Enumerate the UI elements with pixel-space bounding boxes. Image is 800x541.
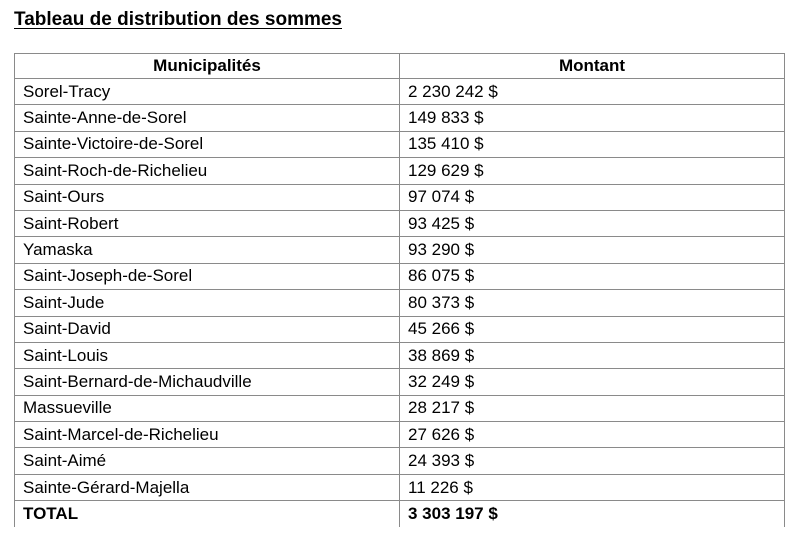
table-row [15, 79, 785, 105]
amount-cell: 24 393 $ [400, 448, 785, 474]
table-row [15, 158, 785, 184]
municipality-cell: Sorel-Tracy [15, 79, 400, 105]
amount-cell: 2 230 242 $ [400, 79, 785, 105]
amount-cell: 97 074 $ [400, 184, 785, 210]
municipality-cell: Saint-Roch-de-Richelieu [15, 158, 400, 184]
amount-cell: 129 629 $ [400, 158, 785, 184]
municipality-cell: Sainte-Anne-de-Sorel [15, 105, 400, 131]
table-row [15, 448, 785, 474]
table-row [15, 474, 785, 500]
column-header-montant: Montant [400, 54, 785, 79]
municipality-cell: Saint-David [15, 316, 400, 342]
amount-cell: 93 425 $ [400, 210, 785, 236]
table-row [15, 131, 785, 157]
table-row [15, 395, 785, 421]
amount-cell: 93 290 $ [400, 237, 785, 263]
amount-cell: 149 833 $ [400, 105, 785, 131]
table-row [15, 237, 785, 263]
total-row [15, 501, 785, 527]
amount-cell: 27 626 $ [400, 422, 785, 448]
amount-cell: 86 075 $ [400, 263, 785, 289]
municipality-cell: Saint-Marcel-de-Richelieu [15, 422, 400, 448]
amount-cell: 32 249 $ [400, 369, 785, 395]
amount-cell: 135 410 $ [400, 131, 785, 157]
municipality-cell: Saint-Aimé [15, 448, 400, 474]
municipality-cell: Yamaska [15, 237, 400, 263]
municipality-cell: Saint-Bernard-de-Michaudville [15, 369, 400, 395]
table-row [15, 263, 785, 289]
amount-cell: 11 226 $ [400, 474, 785, 500]
distribution-table [14, 53, 785, 527]
municipality-cell: Saint-Robert [15, 210, 400, 236]
municipality-cell: Saint-Ours [15, 184, 400, 210]
municipality-cell: Sainte-Gérard-Majella [15, 474, 400, 500]
municipality-cell: Saint-Jude [15, 290, 400, 316]
municipality-cell: Saint-Louis [15, 342, 400, 368]
amount-cell: 80 373 $ [400, 290, 785, 316]
table-header-row [15, 54, 785, 79]
municipality-cell: Saint-Joseph-de-Sorel [15, 263, 400, 289]
table-row [15, 316, 785, 342]
municipality-cell: Sainte-Victoire-de-Sorel [15, 131, 400, 157]
total-amount: 3 303 197 $ [400, 501, 785, 527]
table-row [15, 369, 785, 395]
amount-cell: 38 869 $ [400, 342, 785, 368]
municipality-cell: Massueville [15, 395, 400, 421]
table-row [15, 422, 785, 448]
table-row [15, 342, 785, 368]
document-title: Tableau de distribution des sommes [14, 9, 342, 30]
amount-cell: 45 266 $ [400, 316, 785, 342]
column-header-municipalites: Municipalités [15, 54, 400, 79]
total-label: TOTAL [15, 501, 400, 527]
amount-cell: 28 217 $ [400, 395, 785, 421]
table-row [15, 210, 785, 236]
table-row [15, 184, 785, 210]
table-row [15, 290, 785, 316]
table-row [15, 105, 785, 131]
